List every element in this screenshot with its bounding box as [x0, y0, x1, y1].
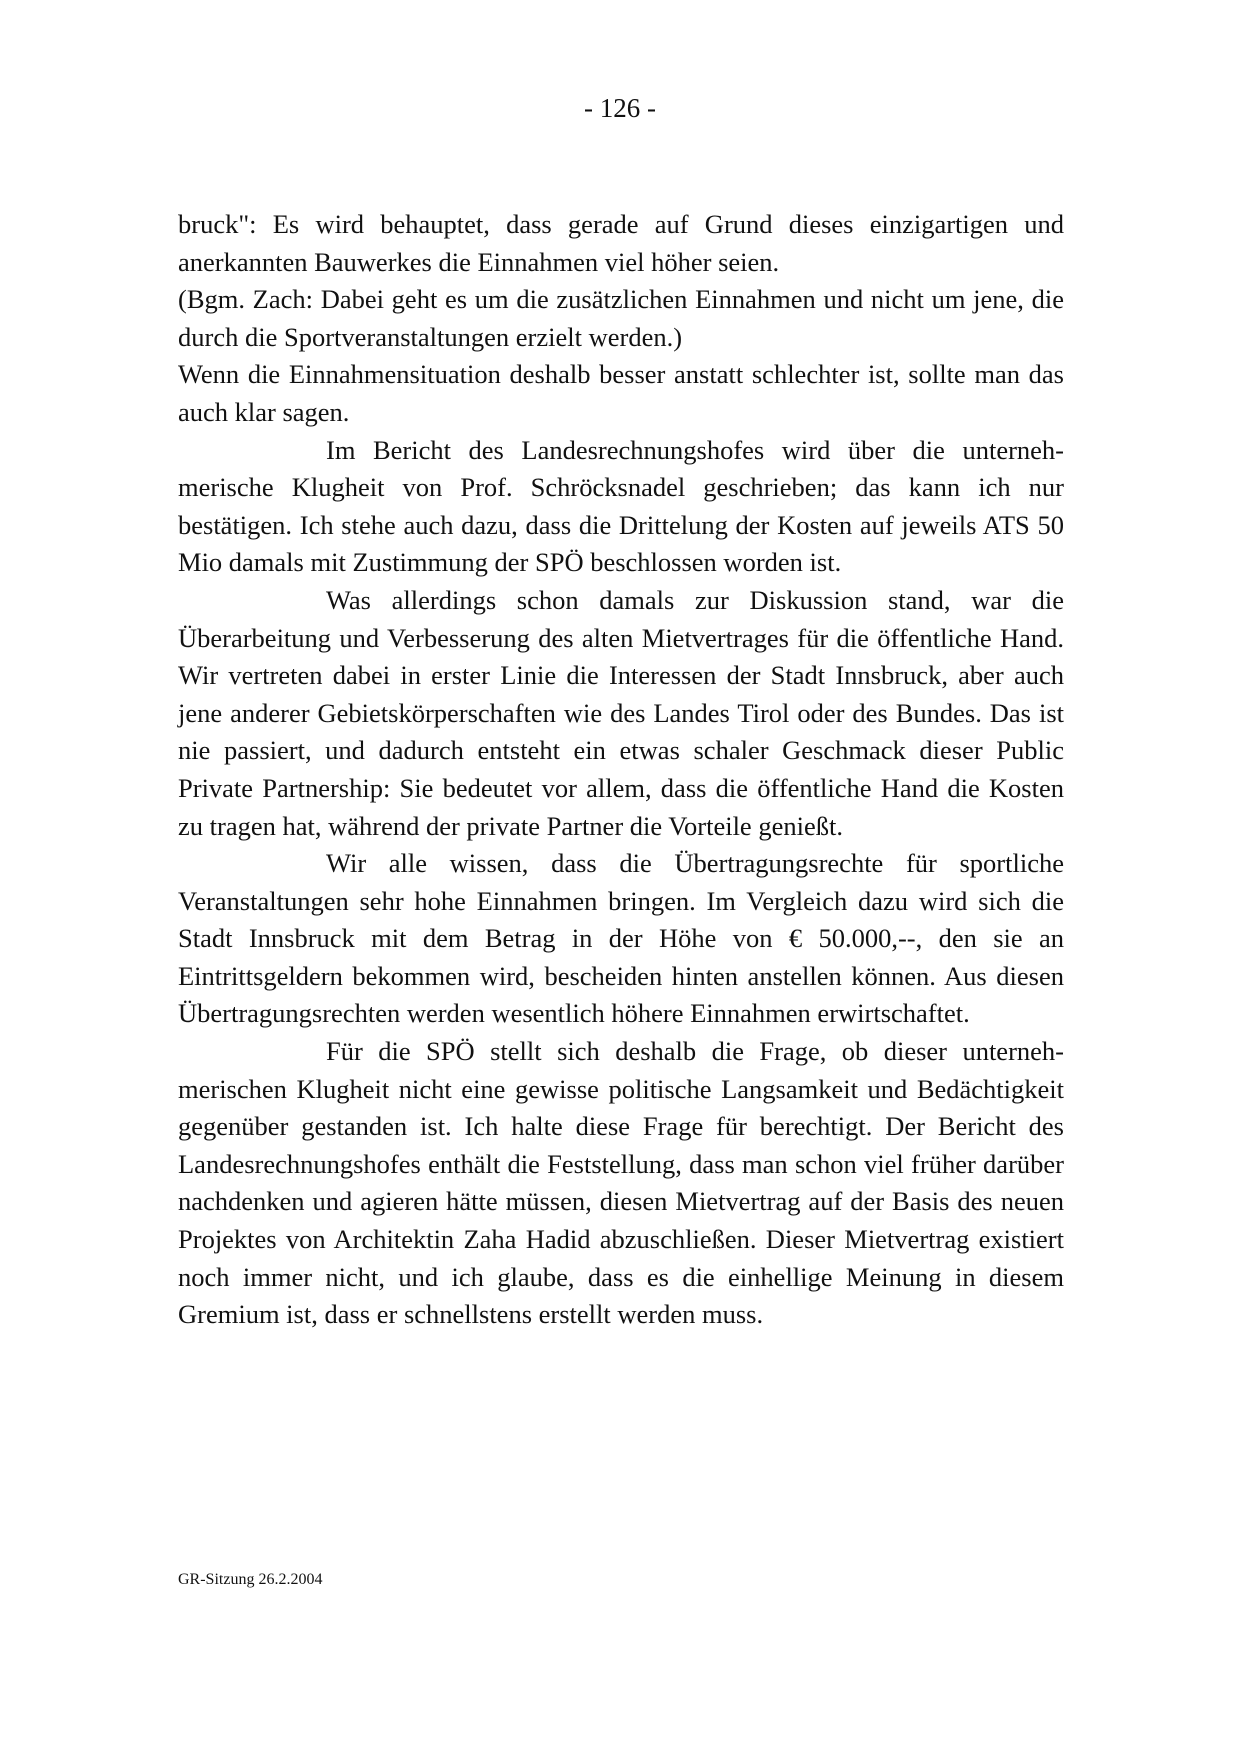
- paragraph-audit-report: Im Bericht des Landesrechnungshofes wird über die unternehmerische Klugheit von Prof. Schröcksnadel geschrieben; das kann ich nur bestätigen. Ich stehe auch dazu, dass die Drittelung der Kosten auf jeweils ATS 50 Mio damals mit Zustimmung der SPÖ beschlossen worden ist.: [178, 434, 1064, 578]
- footer-session-date: GR-Sitzung 26.2.2004: [178, 1571, 323, 1588]
- paragraph-broadcast-rights: Wir alle wissen, dass die Übertragungsrechte für sportliche Veranstaltungen sehr hohe Einnahmen bringen. Im Vergleich dazu wird sich die Stadt Innsbruck mit dem Betrag in der Höhe von € 50.000,--, den sie an Eintrittsgeldern bekommen wird, bescheiden hinten anstellen können. Aus diesen Übertragungsrechten werden wesentlich höhere Einnahmen erwirtschaftet.: [178, 848, 1064, 1029]
- body-text: [178, 206, 1064, 1334]
- paragraph-income-situation: Wenn die Einnahmensituation deshalb besser anstatt schlechter ist, sollte man das auch klar sagen.: [178, 359, 1064, 427]
- paragraph-spoe-question: Für die SPÖ stellt sich deshalb die Frage, ob dieser unternehmerischen Klugheit nicht eine gewisse politische Langsamkeit und Bedächtigkeit gegenüber gestanden ist. Ich halte diese Frage für berechtigt. Der Bericht des Landesrechnungshofes enthält die Feststellung, dass man schon viel früher darüber nachdenken und agieren hätte müssen, diesen Mietvertrag auf der Basis des neuen Projektes von Architektin Zaha Hadid abzuschließen. Dieser Mietvertrag existiert noch immer nicht, und ich glaube, dass es die einhellige Meinung in diesem Gremium ist, dass er schnellstens erstellt werden muss.: [178, 1036, 1064, 1330]
- paragraph-interjection: (Bgm. Zach: Dabei geht es um die zusätzlichen Einnahmen und nicht um jene, die durch die Sportveranstaltungen erzielt werden.): [178, 284, 1064, 352]
- paragraph-continuation: bruck": Es wird behauptet, dass gerade auf Grund dieses einzigartigen und anerkannten Bauwerkes die Einnahmen viel höher seien.: [178, 209, 1064, 277]
- paragraph-lease-contract: Was allerdings schon damals zur Diskussion stand, war die Überarbeitung und Verbesserung des alten Mietvertrages für die öffentliche Hand. Wir vertreten dabei in erster Linie die Interessen der Stadt Innsbruck, aber auch jene anderer Gebietskörperschaften wie des Landes Tirol oder des Bundes. Das ist nie passiert, und dadurch entsteht ein etwas schaler Geschmack dieser Public Private Partnership: Sie bedeutet vor allem, dass die öffentliche Hand die Kosten zu tragen hat, während der private Partner die Vorteile genießt.: [178, 584, 1064, 841]
- page-number: - 126 -: [584, 93, 656, 123]
